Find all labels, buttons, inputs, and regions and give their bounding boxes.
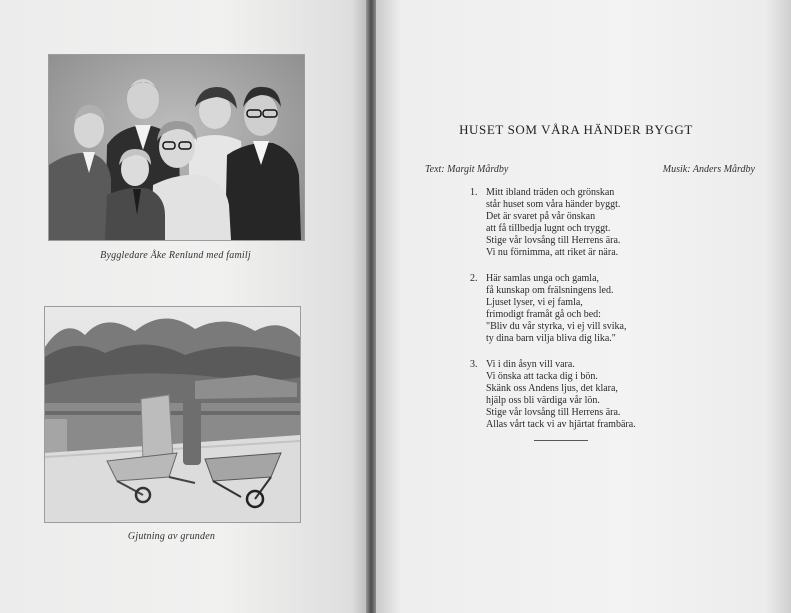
hymn-credits [425, 164, 755, 178]
verse-number: 2. [470, 273, 478, 284]
verse-line: frimodigt framåt gå och bed: [486, 308, 601, 320]
verse-line: ty dina barn vilja bliva dig lika." [486, 332, 616, 344]
verse-number: 3. [470, 359, 478, 370]
text-credit: Text: Margit Mårdby [425, 164, 509, 175]
construction-photo [44, 306, 301, 523]
verse-line: Stige vår lovsång till Herrens ära. [486, 234, 621, 246]
verse-lines [486, 273, 626, 344]
verse-line: Vi önska att tacka dig i bön. [486, 370, 598, 382]
verse-number: 1. [470, 187, 478, 198]
verse-line: Skänk oss Andens ljus, det klara, [486, 382, 618, 394]
verse-line: Vi i din åsyn vill vara. [486, 359, 575, 370]
verse-line: Stige vår lovsång till Herrens ära. [486, 406, 621, 418]
verse-line: Allas vårt tack vi av hjärtat frambära. [486, 418, 636, 430]
verse-line: Ljuset lyser, vi ej famla, [486, 296, 583, 308]
verse-line: att få tillbedja lugnt och tryggt. [486, 222, 611, 234]
verse-line: "Bliv du vår styrka, vi ej vill svika, [486, 320, 627, 332]
verse-line: står huset som våra händer byggt. [486, 198, 621, 210]
construction-photo-caption: Gjutning av grunden [127, 531, 216, 542]
verse-line: få kunskap om frälsningens led. [486, 284, 614, 296]
verse-lines [486, 187, 620, 258]
family-photo [48, 54, 305, 241]
hymn-title: HUSET SOM VÅRA HÄNDER BYGGT [459, 122, 693, 137]
music-credit: Musik: Anders Mårdby [662, 164, 755, 175]
verse-line: Mitt ibland träden och grönskan [486, 187, 615, 198]
verse-line: Här samlas unga och gamla, [486, 273, 600, 284]
end-rule [534, 440, 588, 441]
verse-lines [486, 359, 636, 430]
verse-line: Vi nu förnimma, att riket är nära. [486, 246, 619, 258]
verse-line: hjälp oss bli värdiga vår lön. [486, 394, 600, 406]
verse-line: Det är svaret på vår önskan [486, 210, 596, 222]
book-gutter [366, 0, 376, 613]
family-photo-caption: Byggledare Åke Renlund med familj [100, 250, 251, 261]
